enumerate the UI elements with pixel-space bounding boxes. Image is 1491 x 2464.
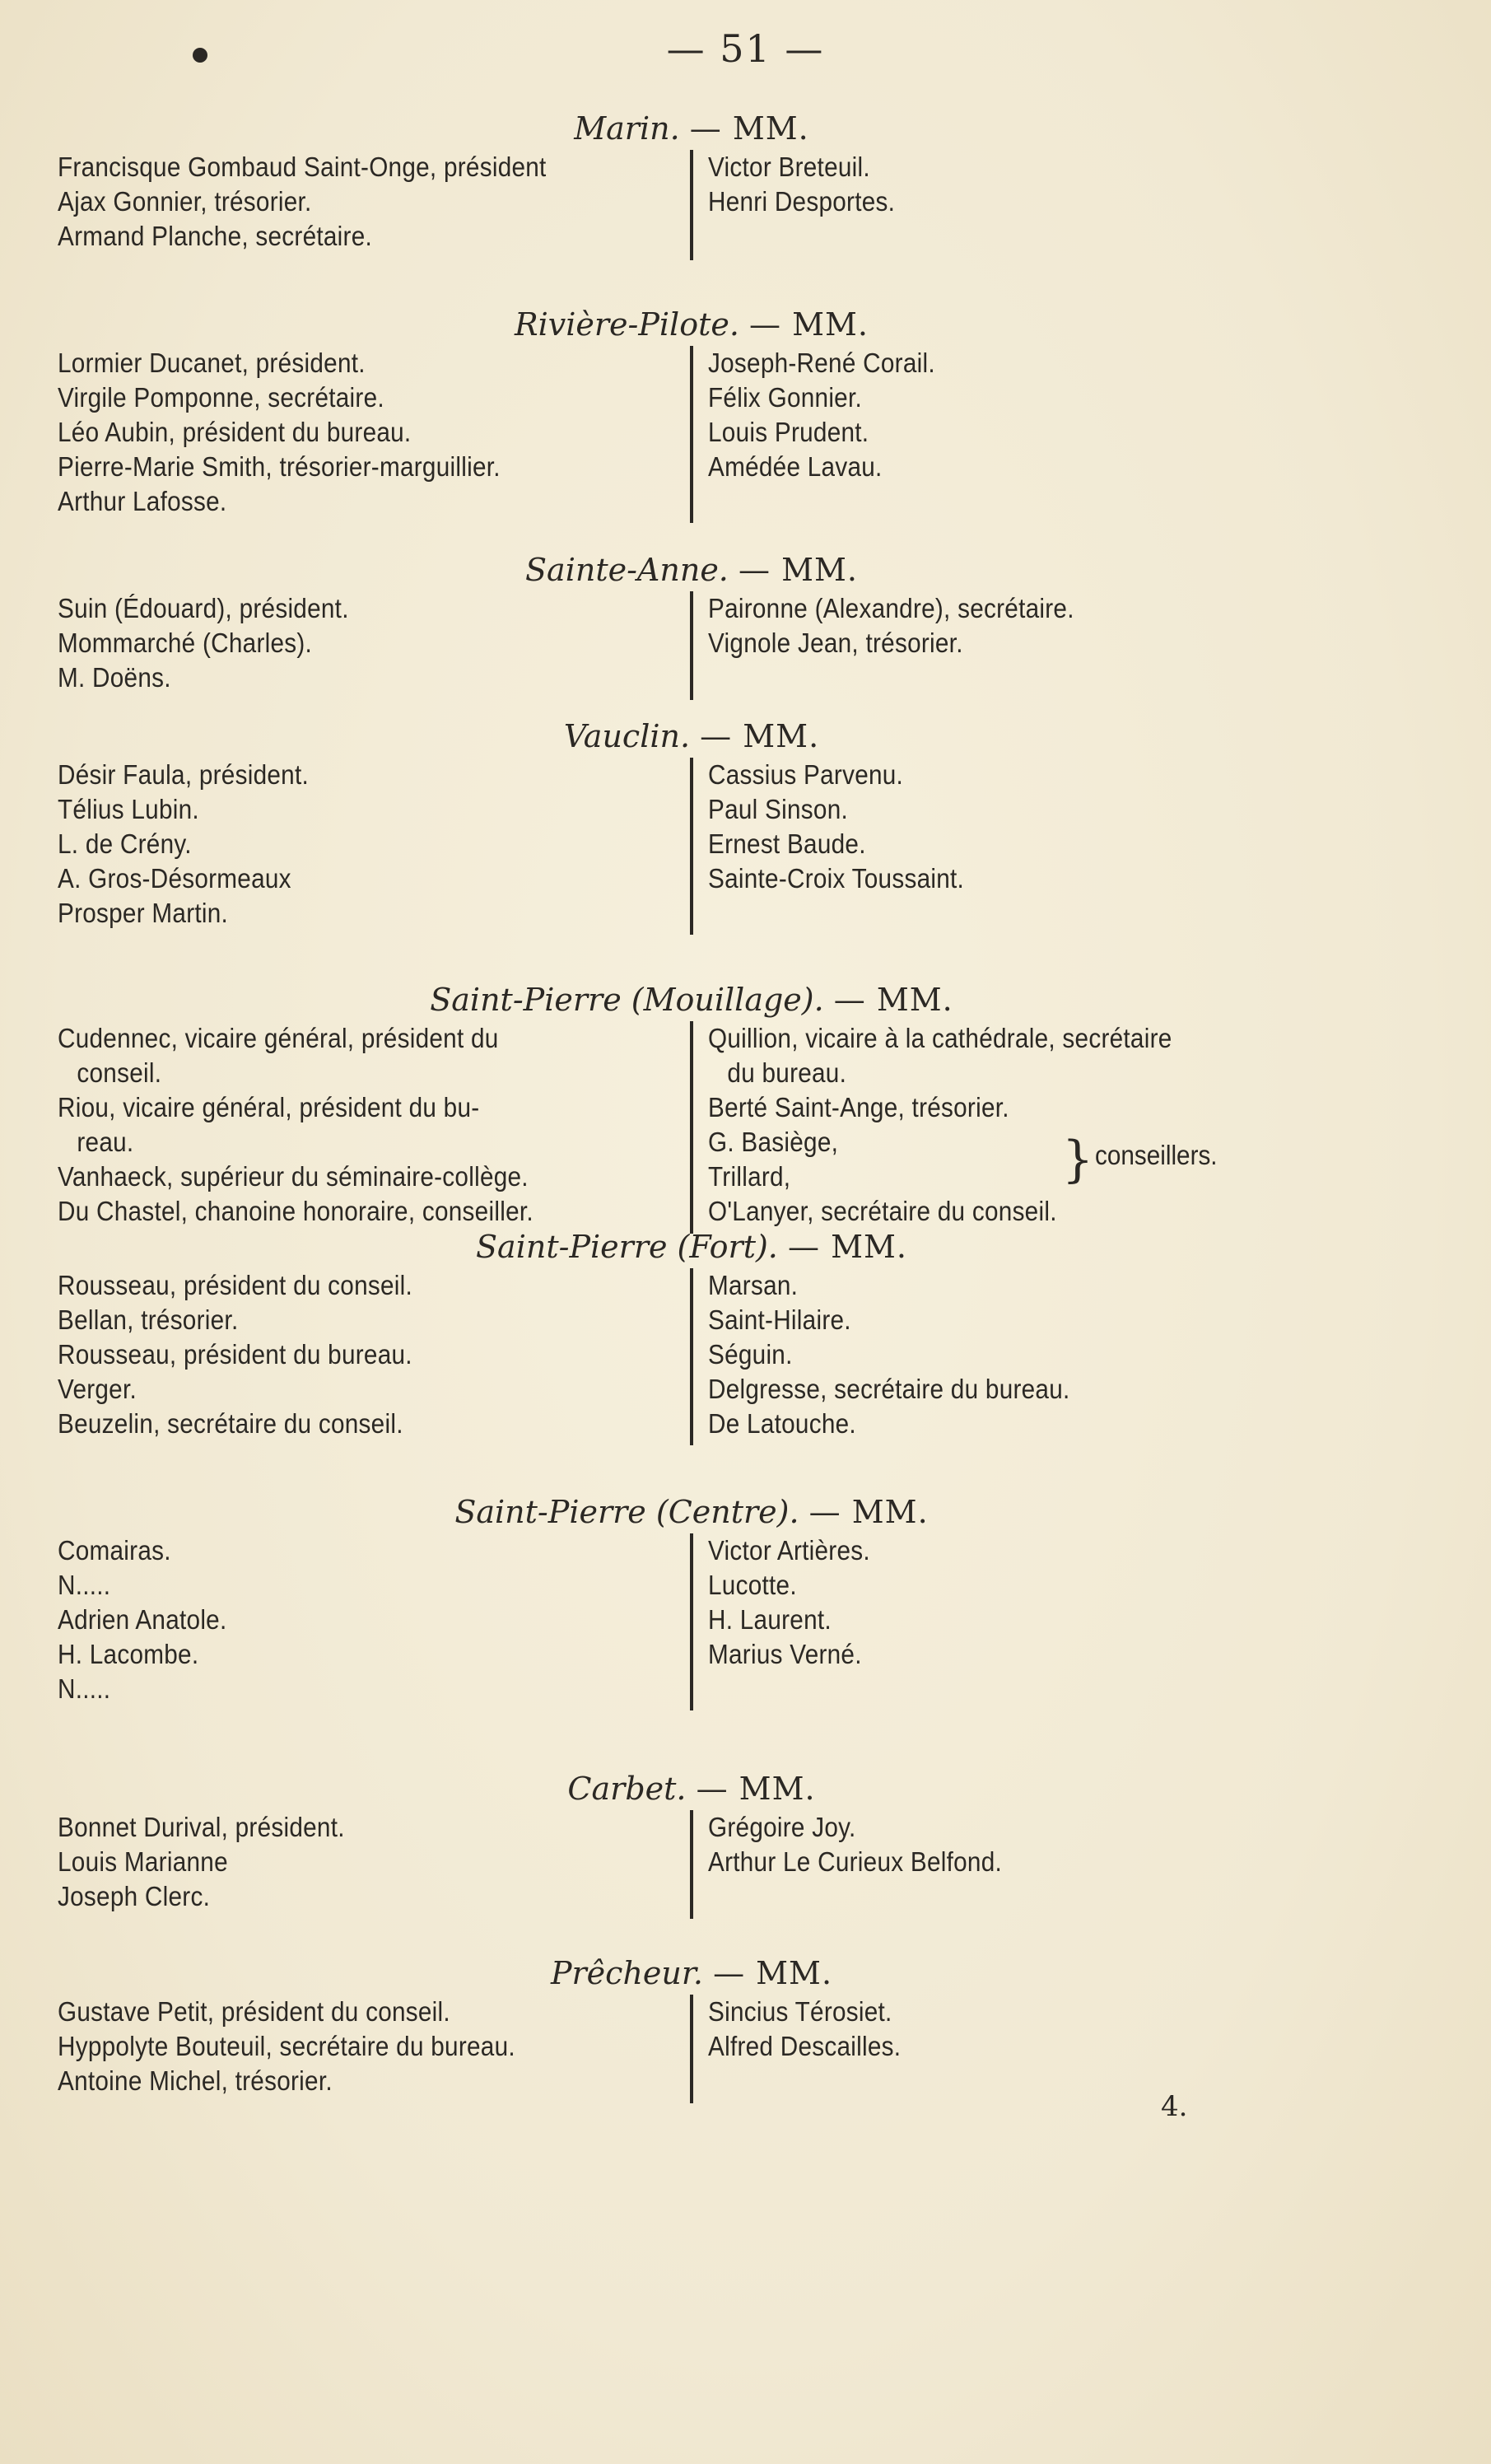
left-column — [58, 346, 683, 519]
right-column — [708, 150, 1342, 219]
member-line: Victor Breteuil. — [708, 152, 870, 182]
member-line: Berté Saint-Ange, trésorier. — [708, 1092, 1009, 1122]
section-precheur — [58, 1952, 1326, 2110]
member-line: Cassius Parvenu. — [708, 759, 904, 790]
section-sainte-anne — [58, 548, 1326, 707]
member-line: Amédée Lavau. — [708, 451, 883, 482]
member-line: A. Gros-Désormeaux — [58, 863, 291, 894]
member-line: Marius Verné. — [708, 1639, 862, 1669]
right-column — [708, 1533, 1342, 1672]
section-heading — [58, 303, 1326, 346]
left-column — [58, 150, 683, 254]
member-line: Louis Prudent. — [708, 417, 869, 447]
section-columns — [58, 1995, 1326, 2110]
member-line: Sincius Térosiet. — [708, 1996, 892, 2027]
section-suffix: — MM. — [700, 718, 820, 754]
column-divider — [690, 1533, 693, 1710]
member-line: Grégoire Joy. — [708, 1812, 856, 1842]
right-column — [708, 1810, 1342, 1879]
member-line: Rousseau, président du conseil. — [58, 1270, 413, 1300]
member-line: conseil. — [77, 1057, 162, 1088]
member-line: Marsan. — [708, 1270, 799, 1300]
member-line: Lormier Ducanet, président. — [58, 348, 366, 378]
section-saint-pierre-mouillage — [58, 978, 1326, 1237]
member-line: reau. — [77, 1127, 134, 1157]
section-heading — [58, 715, 1326, 758]
member-line: Quillion, vicaire à la cathédrale, secrétaire — [708, 1023, 1172, 1053]
section-heading — [58, 548, 1326, 591]
member-line: Armand Planche, secrétaire. — [58, 221, 373, 251]
member-line: H. Laurent. — [708, 1604, 832, 1635]
member-line: Du Chastel, chanoine honoraire, conseiller. — [58, 1196, 533, 1226]
right-column — [708, 758, 1342, 896]
member-line: Bonnet Durival, président. — [58, 1812, 345, 1842]
member-line: Sainte-Croix Toussaint. — [708, 863, 965, 894]
member-line: Louis Marianne — [58, 1846, 228, 1877]
member-line: O'Lanyer, secrétaire du conseil. — [708, 1196, 1057, 1226]
left-column — [58, 1021, 683, 1229]
member-line: Saint-Hilaire. — [708, 1304, 851, 1335]
member-line: Ernest Baude. — [708, 828, 866, 859]
member-line: Adrien Anatole. — [58, 1604, 227, 1635]
member-line: N..... — [58, 1570, 111, 1600]
section-saint-pierre-centre — [58, 1491, 1326, 1715]
page-number: — 51 — — [666, 26, 825, 71]
right-column — [708, 1995, 1342, 2064]
right-column — [708, 346, 1342, 484]
section-heading — [58, 107, 1326, 150]
section-vauclin — [58, 715, 1326, 939]
column-divider — [690, 1995, 693, 2103]
left-column — [58, 1533, 683, 1706]
member-line: Hyppolyte Bouteuil, secrétaire du bureau. — [58, 2031, 515, 2061]
right-column — [708, 591, 1342, 660]
section-suffix: — MM. — [738, 552, 858, 588]
section-columns — [58, 1810, 1326, 1925]
member-line: Alfred Descailles. — [708, 2031, 902, 2061]
member-line: Riou, vicaire général, président du bu- — [58, 1092, 480, 1122]
member-line: du bureau. — [727, 1057, 847, 1088]
member-line: Trillard, — [708, 1161, 791, 1192]
member-line: M. Doëns. — [58, 662, 171, 693]
member-line: Arthur Lafosse. — [58, 486, 227, 516]
section-place: Saint-Pierre (Centre). — [454, 1494, 799, 1530]
section-suffix: — MM. — [787, 1229, 907, 1265]
column-divider — [690, 1268, 693, 1445]
member-line: Paironne (Alexandre), secrétaire. — [708, 593, 1074, 623]
member-line: Paul Sinson. — [708, 794, 849, 824]
member-line: Lucotte. — [708, 1570, 797, 1600]
member-line: Joseph-René Corail. — [708, 348, 935, 378]
left-column — [58, 1268, 683, 1441]
member-line: Henri Desportes. — [708, 186, 896, 217]
member-line: Vignole Jean, trésorier. — [708, 628, 963, 658]
member-line: Télius Lubin. — [58, 794, 199, 824]
member-line: Joseph Clerc. — [58, 1881, 211, 1911]
member-line: N..... — [58, 1673, 111, 1704]
section-heading — [58, 1491, 1326, 1533]
section-place: Vauclin. — [563, 718, 691, 754]
brace-mark: } — [1062, 1131, 1094, 1188]
left-column — [58, 758, 683, 931]
member-line: L. de Crény. — [58, 828, 192, 859]
column-divider — [690, 1021, 693, 1234]
section-columns — [58, 758, 1326, 939]
member-line: Cudennec, vicaire général, président du — [58, 1023, 499, 1053]
section-columns — [58, 1533, 1326, 1715]
section-suffix: — MM. — [833, 982, 953, 1018]
member-line: Francisque Gombaud Saint-Onge, président — [58, 152, 547, 182]
column-divider — [690, 758, 693, 935]
member-line: Delgresse, secrétaire du bureau. — [708, 1374, 1070, 1404]
member-line: Verger. — [58, 1374, 137, 1404]
section-heading — [58, 1767, 1326, 1810]
signature-mark: 4. — [1161, 2090, 1188, 2123]
member-line: De Latouche. — [708, 1408, 856, 1439]
section-suffix: — MM. — [689, 110, 809, 147]
member-line: Suin (Édouard), président. — [58, 593, 349, 623]
member-line: Antoine Michel, trésorier. — [58, 2065, 333, 2096]
member-line: Léo Aubin, président du bureau. — [58, 417, 412, 447]
conseillers-group — [708, 1125, 1342, 1194]
section-place: Prêcheur. — [550, 1955, 703, 1991]
section-carbet — [58, 1767, 1326, 1925]
section-place: Marin. — [574, 110, 680, 147]
left-column — [58, 591, 683, 695]
member-line: Mommarché (Charles). — [58, 628, 313, 658]
section-columns — [58, 150, 1326, 265]
member-line: Gustave Petit, président du conseil. — [58, 1996, 450, 2027]
member-line: Séguin. — [708, 1339, 793, 1370]
member-line: G. Basiège, — [708, 1127, 839, 1157]
brace-label: conseillers. — [1095, 1140, 1218, 1170]
member-line: Félix Gonnier. — [708, 382, 863, 413]
member-line: Ajax Gonnier, trésorier. — [58, 186, 312, 217]
column-divider — [690, 591, 693, 700]
member-line: Rousseau, président du bureau. — [58, 1339, 412, 1370]
member-line: Bellan, trésorier. — [58, 1304, 239, 1335]
section-heading — [58, 978, 1326, 1021]
section-place: Sainte-Anne. — [525, 552, 729, 588]
section-heading — [58, 1225, 1326, 1268]
section-place: Saint-Pierre (Fort). — [476, 1229, 778, 1265]
member-line: Comairas. — [58, 1535, 171, 1566]
member-line: Pierre-Marie Smith, trésorier-marguillier. — [58, 451, 501, 482]
left-column — [58, 1810, 683, 1914]
right-column — [708, 1268, 1342, 1441]
section-suffix: — MM. — [696, 1771, 816, 1807]
section-place: Rivière-Pilote. — [514, 306, 739, 343]
member-line: Arthur Le Curieux Belfond. — [708, 1846, 1003, 1877]
member-line: Beuzelin, secrétaire du conseil. — [58, 1408, 403, 1439]
right-column — [708, 1021, 1342, 1229]
section-saint-pierre-fort — [58, 1225, 1326, 1449]
section-suffix: — MM. — [808, 1494, 929, 1530]
section-marin — [58, 107, 1326, 265]
member-line: Prosper Martin. — [58, 898, 229, 928]
member-line: Vanhaeck, supérieur du séminaire-collège. — [58, 1161, 529, 1192]
member-line: Virgile Pomponne, secrétaire. — [58, 382, 384, 413]
column-divider — [690, 346, 693, 523]
section-heading — [58, 1952, 1326, 1995]
section-riviere-pilote — [58, 303, 1326, 527]
section-place: Saint-Pierre (Mouillage). — [430, 982, 824, 1018]
member-line: Désir Faula, président. — [58, 759, 310, 790]
section-columns — [58, 1021, 1326, 1237]
section-suffix: — MM. — [749, 306, 869, 343]
left-column — [58, 1995, 683, 2098]
section-columns — [58, 591, 1326, 707]
section-columns — [58, 1268, 1326, 1449]
section-suffix: — MM. — [713, 1955, 833, 1991]
section-place: Carbet. — [567, 1771, 687, 1807]
column-divider — [690, 150, 693, 260]
member-line: H. Lacombe. — [58, 1639, 199, 1669]
member-line: Victor Artières. — [708, 1535, 870, 1566]
section-columns — [58, 346, 1326, 527]
column-divider — [690, 1810, 693, 1919]
